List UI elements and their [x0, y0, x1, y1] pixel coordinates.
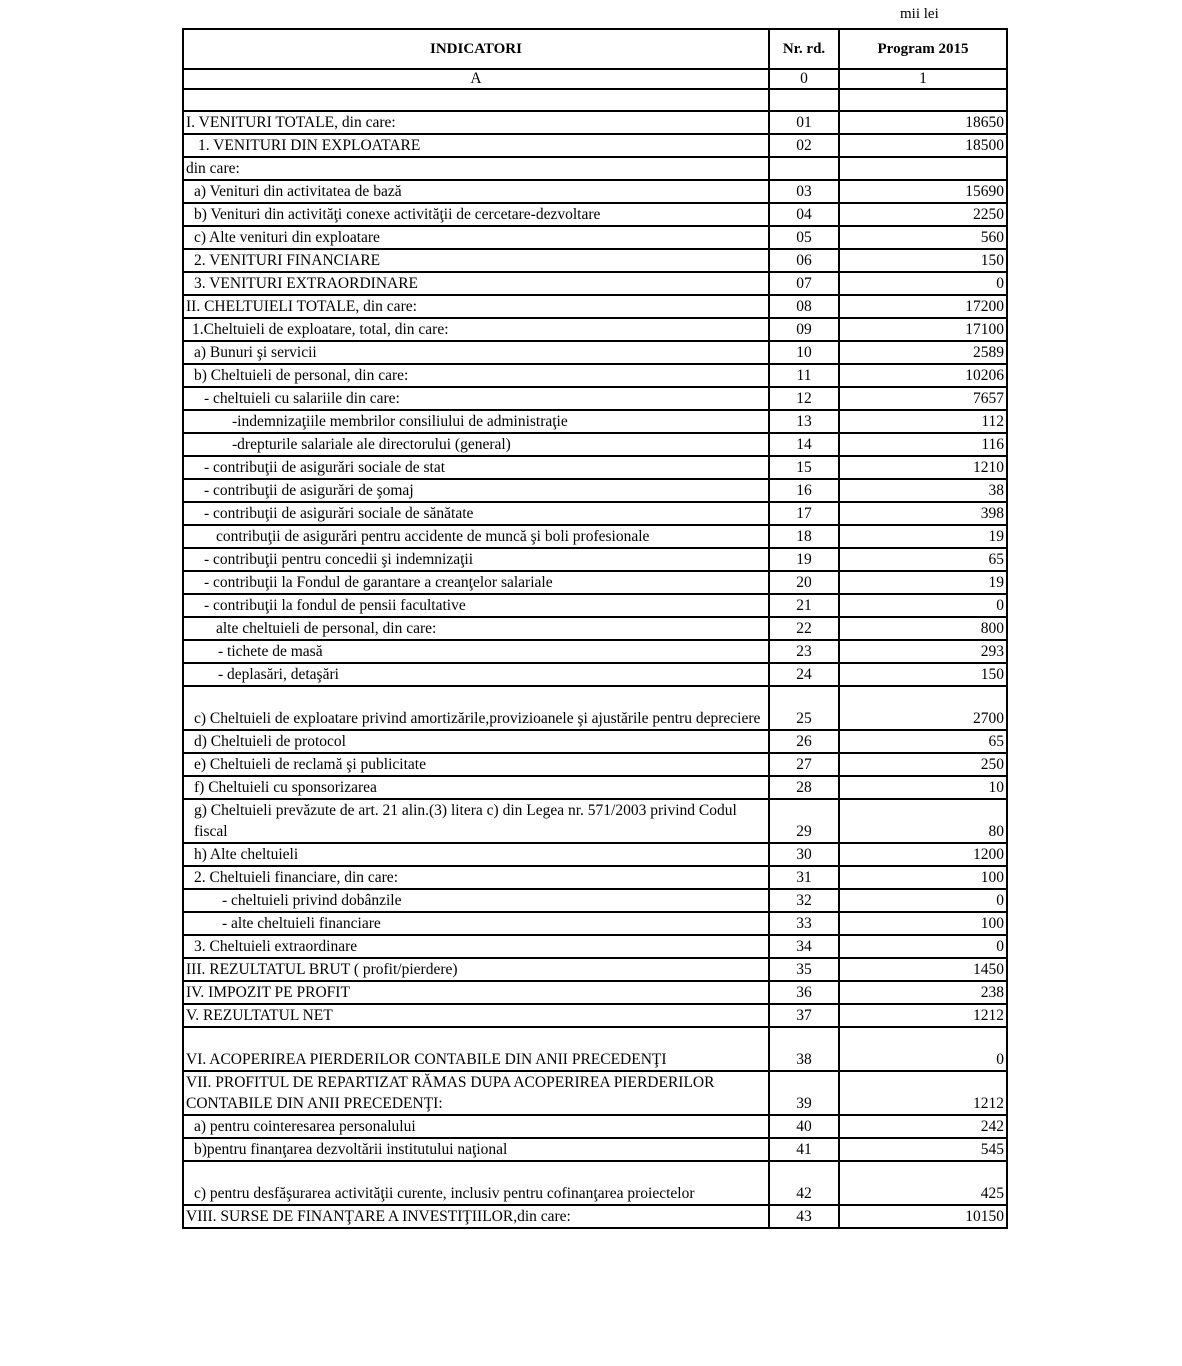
table-row	[183, 1071, 1007, 1115]
indicator-cell: h) Alte cheltuieli	[183, 843, 769, 866]
program-value-cell: 80	[839, 799, 1007, 843]
column-code-nr: 0	[769, 69, 839, 89]
column-code-program: 1	[839, 69, 1007, 89]
row-number-cell: 12	[769, 387, 839, 410]
row-number-cell: 09	[769, 318, 839, 341]
indicator-cell: VI. ACOPERIREA PIERDERILOR CONTABILE DIN ANII PRECEDENŢI	[183, 1027, 769, 1071]
program-value-cell: 65	[839, 548, 1007, 571]
table-row	[183, 410, 1007, 433]
table-row	[183, 571, 1007, 594]
indicator-cell: - contribuţii la fondul de pensii facultative	[183, 594, 769, 617]
program-value-cell: 19	[839, 571, 1007, 594]
program-value-cell: 7657	[839, 387, 1007, 410]
row-number-cell: 38	[769, 1027, 839, 1071]
row-number-cell: 19	[769, 548, 839, 571]
table-row	[183, 226, 1007, 249]
program-value-cell: 19	[839, 525, 1007, 548]
row-number-cell: 21	[769, 594, 839, 617]
table-row	[183, 89, 1007, 111]
table-row	[183, 134, 1007, 157]
indicator-cell: - contribuţii pentru concedii şi indemnizaţii	[183, 548, 769, 571]
indicator-cell: a) Venituri din activitatea de bază	[183, 180, 769, 203]
budget-table	[182, 28, 1008, 1229]
indicator-cell: contribuţii de asigurări pentru accidente de muncă şi boli profesionale	[183, 525, 769, 548]
program-value-cell	[839, 89, 1007, 111]
program-value-cell: 150	[839, 663, 1007, 686]
program-value-cell: 238	[839, 981, 1007, 1004]
row-number-cell: 15	[769, 456, 839, 479]
row-number-cell: 33	[769, 912, 839, 935]
program-value-cell: 1212	[839, 1004, 1007, 1027]
program-value-cell	[839, 157, 1007, 180]
table-row	[183, 1115, 1007, 1138]
column-code-row	[183, 69, 1007, 89]
program-value-cell: 150	[839, 249, 1007, 272]
indicator-cell: - deplasări, detaşări	[183, 663, 769, 686]
table-row	[183, 203, 1007, 226]
program-value-cell: 1200	[839, 843, 1007, 866]
table-row	[183, 640, 1007, 663]
indicator-cell: a) Bunuri şi servicii	[183, 341, 769, 364]
row-number-cell: 03	[769, 180, 839, 203]
program-value-cell: 38	[839, 479, 1007, 502]
indicator-cell: 1.Cheltuieli de exploatare, total, din care:	[183, 318, 769, 341]
indicator-cell: - cheltuieli privind dobânzile	[183, 889, 769, 912]
indicator-cell: b) Venituri din activităţi conexe activităţii de cercetare-dezvoltare	[183, 203, 769, 226]
row-number-cell: 24	[769, 663, 839, 686]
indicator-cell: V. REZULTATUL NET	[183, 1004, 769, 1027]
table-row	[183, 1205, 1007, 1228]
indicator-cell: 2. Cheltuieli financiare, din care:	[183, 866, 769, 889]
table-row	[183, 912, 1007, 935]
program-value-cell: 18650	[839, 111, 1007, 134]
row-number-cell	[769, 89, 839, 111]
program-value-cell: 800	[839, 617, 1007, 640]
header-row	[183, 29, 1007, 69]
row-number-cell: 39	[769, 1071, 839, 1115]
table-body	[183, 89, 1007, 1228]
indicator-cell: III. REZULTATUL BRUT ( profit/pierdere)	[183, 958, 769, 981]
table-row	[183, 686, 1007, 730]
table-row	[183, 981, 1007, 1004]
program-value-cell: 293	[839, 640, 1007, 663]
row-number-cell: 40	[769, 1115, 839, 1138]
indicator-cell: b)pentru finanţarea dezvoltării institutului naţional	[183, 1138, 769, 1161]
program-value-cell: 116	[839, 433, 1007, 456]
indicator-cell: 3. VENITURI EXTRAORDINARE	[183, 272, 769, 295]
indicator-cell: b) Cheltuieli de personal, din care:	[183, 364, 769, 387]
program-value-cell: 1212	[839, 1071, 1007, 1115]
row-number-cell: 42	[769, 1161, 839, 1205]
indicator-cell: d) Cheltuieli de protocol	[183, 730, 769, 753]
program-value-cell: 10	[839, 776, 1007, 799]
table-row	[183, 456, 1007, 479]
indicator-cell: - tichete de masă	[183, 640, 769, 663]
table-row	[183, 799, 1007, 843]
row-number-cell: 14	[769, 433, 839, 456]
table-row	[183, 548, 1007, 571]
table-row	[183, 111, 1007, 134]
row-number-cell: 02	[769, 134, 839, 157]
row-number-cell: 23	[769, 640, 839, 663]
indicator-cell: - contribuţii la Fondul de garantare a creanţelor salariale	[183, 571, 769, 594]
row-number-cell: 37	[769, 1004, 839, 1027]
table-row	[183, 958, 1007, 981]
indicator-cell: g) Cheltuieli prevăzute de art. 21 alin.(3) litera c) din Legea nr. 571/2003 privind Codul fiscal	[183, 799, 769, 843]
row-number-cell	[769, 157, 839, 180]
table-row	[183, 479, 1007, 502]
program-value-cell: 560	[839, 226, 1007, 249]
program-value-cell: 17200	[839, 295, 1007, 318]
header-indicatori: INDICATORI	[183, 29, 769, 69]
indicator-cell: - contribuţii de asigurări sociale de stat	[183, 456, 769, 479]
row-number-cell: 06	[769, 249, 839, 272]
program-value-cell: 2250	[839, 203, 1007, 226]
table-row	[183, 663, 1007, 686]
row-number-cell: 34	[769, 935, 839, 958]
row-number-cell: 27	[769, 753, 839, 776]
table-row	[183, 935, 1007, 958]
unit-label: mii lei	[900, 6, 939, 22]
table-row	[183, 889, 1007, 912]
indicator-cell	[183, 89, 769, 111]
program-value-cell: 0	[839, 889, 1007, 912]
program-value-cell: 545	[839, 1138, 1007, 1161]
column-code-indicator: A	[183, 69, 769, 89]
program-value-cell: 100	[839, 912, 1007, 935]
indicator-cell: c) Cheltuieli de exploatare privind amortizările,provizioanele şi ajustările pentru depreciere	[183, 686, 769, 730]
program-value-cell: 398	[839, 502, 1007, 525]
row-number-cell: 28	[769, 776, 839, 799]
indicator-cell: - contribuţii de asigurări de şomaj	[183, 479, 769, 502]
program-value-cell: 112	[839, 410, 1007, 433]
row-number-cell: 04	[769, 203, 839, 226]
program-value-cell: 0	[839, 935, 1007, 958]
row-number-cell: 26	[769, 730, 839, 753]
table-row	[183, 776, 1007, 799]
indicator-cell: VII. PROFITUL DE REPARTIZAT RĂMAS DUPA ACOPERIREA PIERDERILOR CONTABILE DIN ANII PRECEDENŢI:	[183, 1071, 769, 1115]
program-value-cell: 65	[839, 730, 1007, 753]
header-nr-rd: Nr. rd.	[769, 29, 839, 69]
program-value-cell: 18500	[839, 134, 1007, 157]
indicator-cell: - contribuţii de asigurări sociale de sănătate	[183, 502, 769, 525]
program-value-cell: 1450	[839, 958, 1007, 981]
row-number-cell: 31	[769, 866, 839, 889]
program-value-cell: 250	[839, 753, 1007, 776]
row-number-cell: 05	[769, 226, 839, 249]
indicator-cell: c) pentru desfăşurarea activităţii curente, inclusiv pentru cofinanţarea proiectelor	[183, 1161, 769, 1205]
table-row	[183, 1161, 1007, 1205]
table-row	[183, 866, 1007, 889]
program-value-cell: 0	[839, 272, 1007, 295]
row-number-cell: 43	[769, 1205, 839, 1228]
row-number-cell: 35	[769, 958, 839, 981]
indicator-cell: - alte cheltuieli financiare	[183, 912, 769, 935]
table-row	[183, 1004, 1007, 1027]
indicator-cell: -indemnizaţiile membrilor consiliului de administraţie	[183, 410, 769, 433]
indicator-cell: din care:	[183, 157, 769, 180]
table-row	[183, 295, 1007, 318]
table-row	[183, 594, 1007, 617]
indicator-cell: II. CHELTUIELI TOTALE, din care:	[183, 295, 769, 318]
table-row	[183, 525, 1007, 548]
program-value-cell: 425	[839, 1161, 1007, 1205]
row-number-cell: 25	[769, 686, 839, 730]
indicator-cell: 1. VENITURI DIN EXPLOATARE	[183, 134, 769, 157]
table-row	[183, 843, 1007, 866]
indicator-cell: a) pentru cointeresarea personalului	[183, 1115, 769, 1138]
row-number-cell: 13	[769, 410, 839, 433]
table-row	[183, 318, 1007, 341]
indicator-cell: I. VENITURI TOTALE, din care:	[183, 111, 769, 134]
table-row	[183, 730, 1007, 753]
program-value-cell: 10150	[839, 1205, 1007, 1228]
table-row	[183, 753, 1007, 776]
indicator-cell: e) Cheltuieli de reclamă şi publicitate	[183, 753, 769, 776]
row-number-cell: 32	[769, 889, 839, 912]
indicator-cell: - cheltuieli cu salariile din care:	[183, 387, 769, 410]
program-value-cell: 10206	[839, 364, 1007, 387]
indicator-cell: c) Alte venituri din exploatare	[183, 226, 769, 249]
row-number-cell: 30	[769, 843, 839, 866]
program-value-cell: 1210	[839, 456, 1007, 479]
row-number-cell: 41	[769, 1138, 839, 1161]
table-row	[183, 249, 1007, 272]
table-row	[183, 341, 1007, 364]
table-row	[183, 364, 1007, 387]
program-value-cell: 0	[839, 594, 1007, 617]
row-number-cell: 18	[769, 525, 839, 548]
program-value-cell: 17100	[839, 318, 1007, 341]
row-number-cell: 36	[769, 981, 839, 1004]
indicator-cell: 3. Cheltuieli extraordinare	[183, 935, 769, 958]
header-program-2015: Program 2015	[839, 29, 1007, 69]
program-value-cell: 2589	[839, 341, 1007, 364]
indicator-cell: -drepturile salariale ale directorului (general)	[183, 433, 769, 456]
table-row	[183, 387, 1007, 410]
table-row	[183, 502, 1007, 525]
row-number-cell: 08	[769, 295, 839, 318]
indicator-cell: f) Cheltuieli cu sponsorizarea	[183, 776, 769, 799]
row-number-cell: 20	[769, 571, 839, 594]
table-row	[183, 617, 1007, 640]
program-value-cell: 100	[839, 866, 1007, 889]
table-row	[183, 1027, 1007, 1071]
indicator-cell: alte cheltuieli de personal, din care:	[183, 617, 769, 640]
table-row	[183, 1138, 1007, 1161]
row-number-cell: 10	[769, 341, 839, 364]
row-number-cell: 29	[769, 799, 839, 843]
table-row	[183, 433, 1007, 456]
program-value-cell: 2700	[839, 686, 1007, 730]
table-row	[183, 157, 1007, 180]
row-number-cell: 22	[769, 617, 839, 640]
row-number-cell: 07	[769, 272, 839, 295]
program-value-cell: 0	[839, 1027, 1007, 1071]
program-value-cell: 15690	[839, 180, 1007, 203]
row-number-cell: 11	[769, 364, 839, 387]
row-number-cell: 17	[769, 502, 839, 525]
indicator-cell: IV. IMPOZIT PE PROFIT	[183, 981, 769, 1004]
row-number-cell: 01	[769, 111, 839, 134]
table-row	[183, 180, 1007, 203]
table-row	[183, 272, 1007, 295]
indicator-cell: VIII. SURSE DE FINANŢARE A INVESTIŢIILOR,din care:	[183, 1205, 769, 1228]
program-value-cell: 242	[839, 1115, 1007, 1138]
row-number-cell: 16	[769, 479, 839, 502]
indicator-cell: 2. VENITURI FINANCIARE	[183, 249, 769, 272]
